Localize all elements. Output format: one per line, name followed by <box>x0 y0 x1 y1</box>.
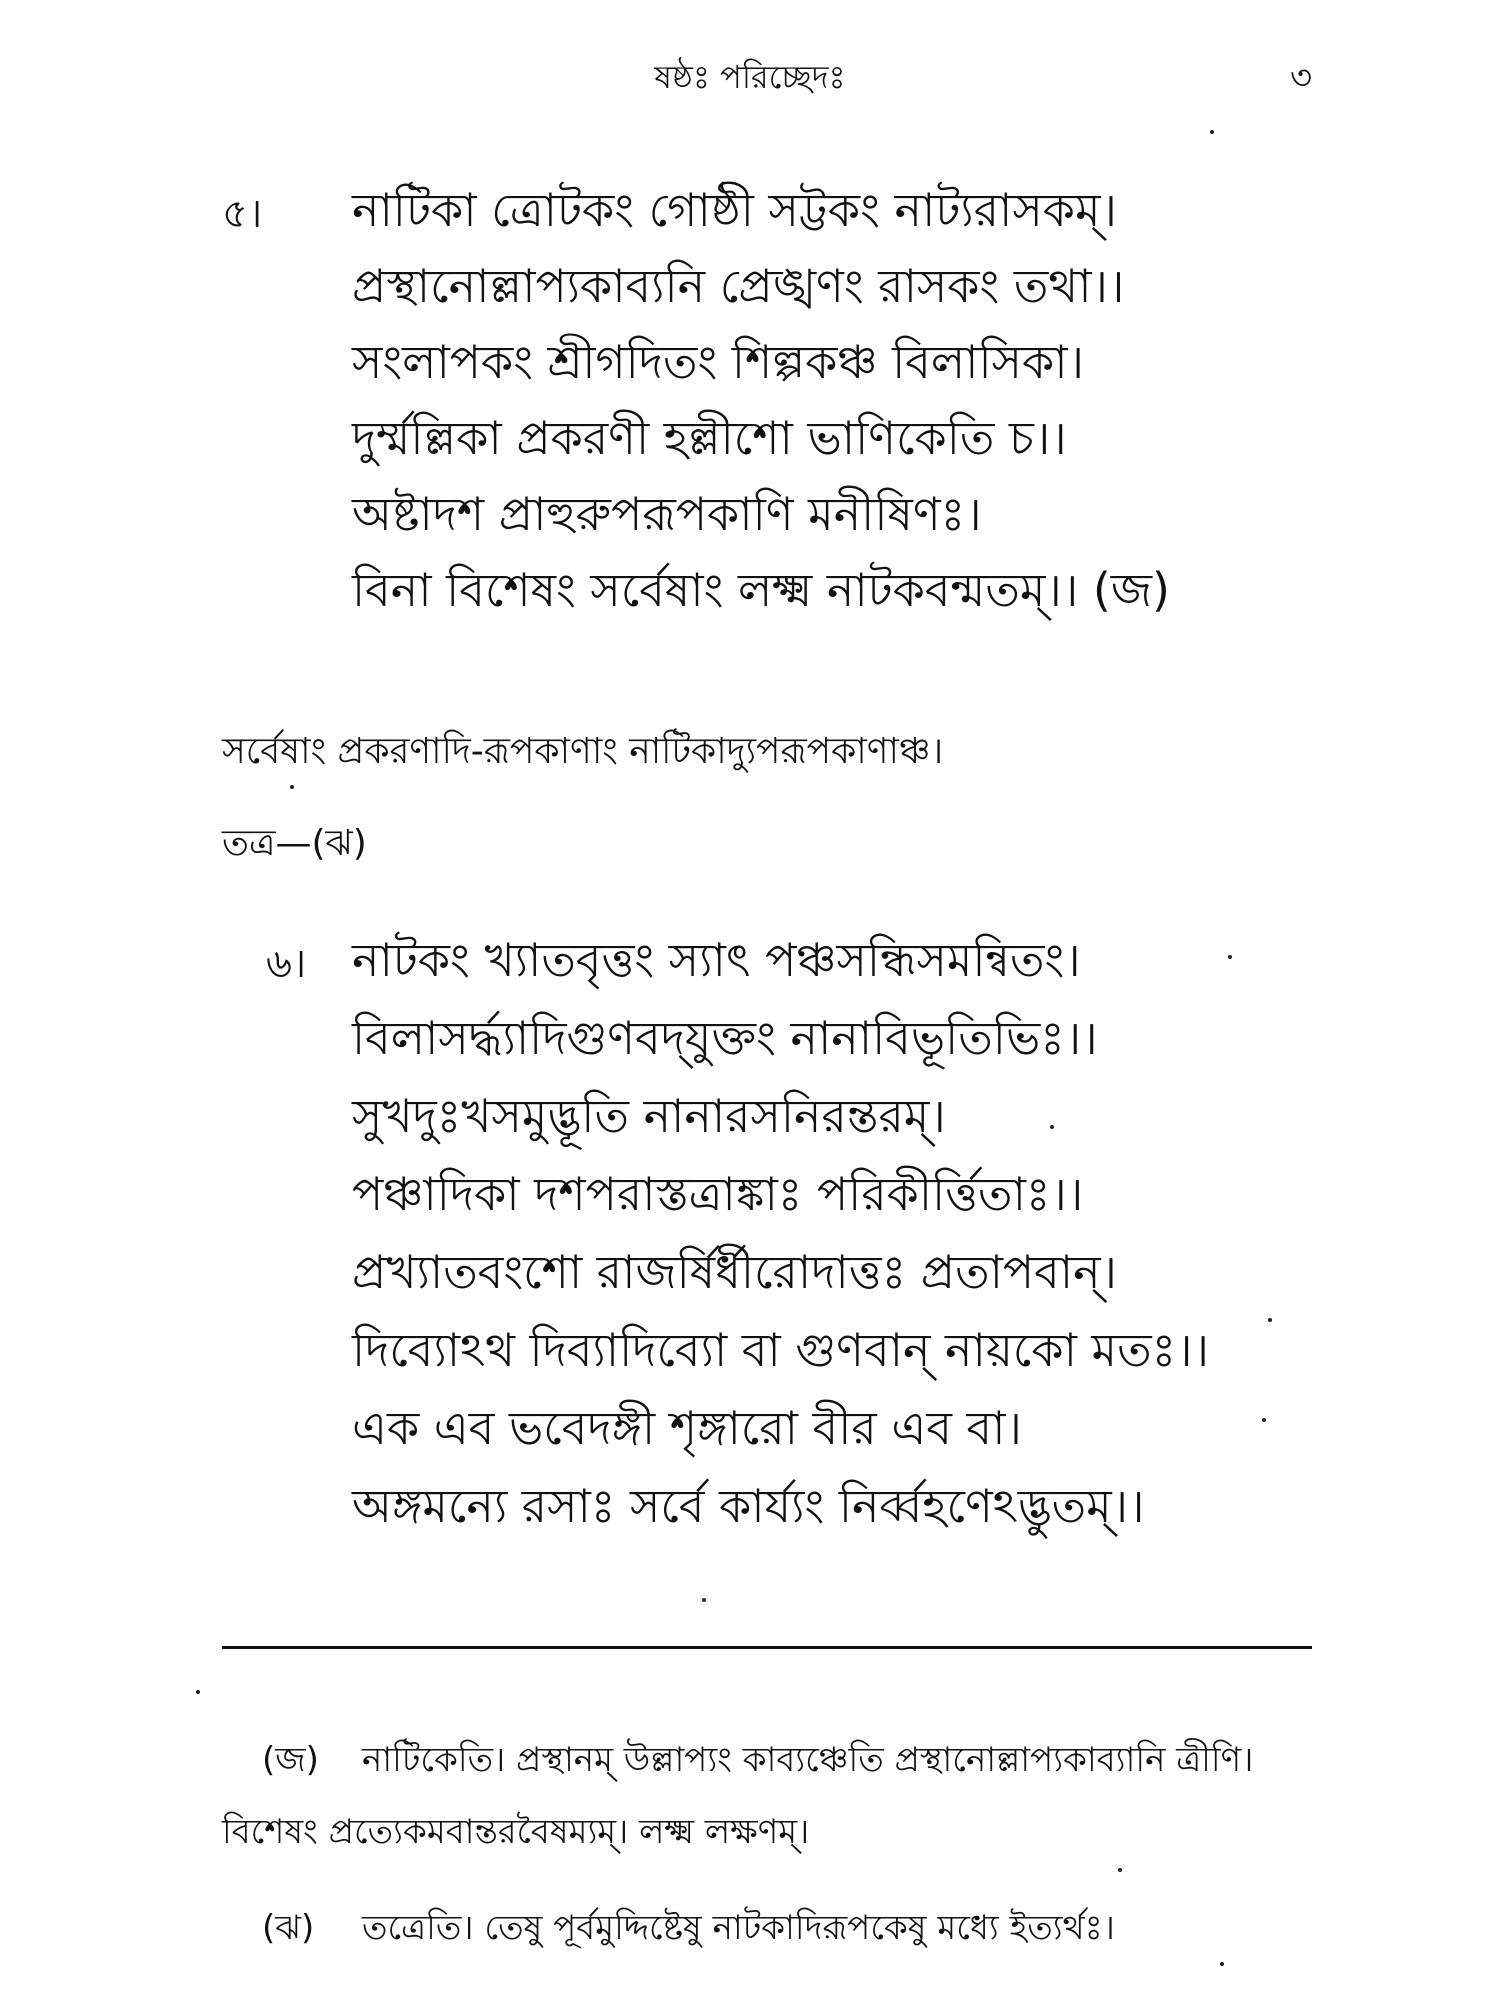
verse-number-5: ৫। <box>222 191 263 237</box>
scan-speck <box>1220 1962 1224 1966</box>
scan-speck <box>290 785 294 789</box>
verse-6-line-8: অঙ্গমন্যে রসাঃ সর্বে কার্য্যং নির্ব্বহণেঽদ্ভুতম্।। <box>352 1479 1145 1533</box>
footnote-rule <box>222 1646 1312 1649</box>
running-title: ষষ্ঠঃ পরিচ্ছেদঃ <box>654 58 846 96</box>
scan-speck <box>702 1598 706 1602</box>
verse-5-line-4: দুর্ম্মল্লিকা প্রকরণী হল্লীশো ভাণিকেতি চ।। <box>352 411 1067 465</box>
scan-speck <box>196 1690 200 1694</box>
page-number: ৩ <box>1290 58 1313 98</box>
verse-6-line-2: বিলাসর্দ্ধ্যাদিগুণবদ্‌যুক্তং নানাবিভূতিভিঃ।। <box>352 1011 1098 1065</box>
scan-speck <box>1228 955 1232 959</box>
scan-speck <box>1210 130 1214 134</box>
verse-6-line-1: নাটকং খ্যাতবৃত্তং স্যাৎ পঞ্চসন্ধিসমন্বিতং। <box>352 933 1081 987</box>
gloss-line: সর্বেষাং প্রকরণাদি-রূপকাণাং নাটিকাদ্যুপরূপকাণাঞ্চ। <box>222 731 944 772</box>
verse-5-line-2: প্রস্থানোল্লাপ্যকাব্যনি প্রেঙ্খণং রাসকং তথা।। <box>352 259 1125 313</box>
verse-6-line-3: সুখদুঃখসমুদ্ভূতি নানারসনিরন্তরম্। <box>352 1089 946 1143</box>
tatra-line: তত্র—(ঝ) <box>222 823 367 864</box>
verse-number-6: ৬। <box>266 941 307 987</box>
verse-5-line-3: সংলাপকং শ্রীগদিতং শিল্পকঞ্চ বিলাসিকা। <box>352 335 1085 389</box>
verse-5-line-5: অষ্টাদশ প্রাহুরুপরূপকাণি মনীষিণঃ। <box>352 487 982 541</box>
verse-5-line-6: বিনা বিশেষং সর্বেষাং লক্ষ্ম নাটকবন্মতম্।। (জ) <box>352 563 1170 617</box>
scan-speck <box>1118 1868 1122 1872</box>
footnote-jha-label: (ঝ) <box>262 1908 315 1948</box>
verse-6-line-5: প্রখ্যাতবংশো রাজর্ষির্ধীরোদাত্তঃ প্রতাপবান্। <box>352 1245 1118 1299</box>
footnote-ja-label: (জ) <box>262 1740 319 1780</box>
footnote-ja-line-2: বিশেষং প্রত্যেকমবান্তরবৈষম্যম্। লক্ষ্ম লক্ষণম্। <box>222 1812 810 1852</box>
verse-6-line-7: এক এব ভবেদঙ্গী শৃঙ্গারো বীর এব বা। <box>352 1401 1022 1455</box>
verse-5-line-1: নাটিকা ত্রোটকং গোষ্ঠী সট্টকং নাট্যরাসকম্। <box>352 183 1117 237</box>
verse-6-line-4: পঞ্চাদিকা দশপরাস্তত্রাঙ্কাঃ পরিকীর্ত্তিতাঃ।। <box>352 1167 1084 1221</box>
scan-speck <box>1262 1418 1266 1422</box>
footnote-ja-line-1: নাটিকেতি। প্রস্থানম্ উল্লাপ্যং কাব্যঞ্চেতি প্রস্থানোল্লাপ্যকাব্যানি ত্রীণি। <box>362 1740 1254 1780</box>
scan-speck <box>1050 1125 1054 1129</box>
verse-6-line-6: দিব্যোঽথ দিব্যাদিব্যো বা গুণবান্ নায়কো মতঃ।। <box>352 1323 1210 1377</box>
footnote-jha-line-1: তত্রেতি। তেষু পূর্বমুদ্দিষ্টেষু নাটকাদিরূপকেষু মধ্যে ইত্যর্থঃ। <box>362 1908 1115 1948</box>
scan-speck <box>1268 1318 1272 1322</box>
